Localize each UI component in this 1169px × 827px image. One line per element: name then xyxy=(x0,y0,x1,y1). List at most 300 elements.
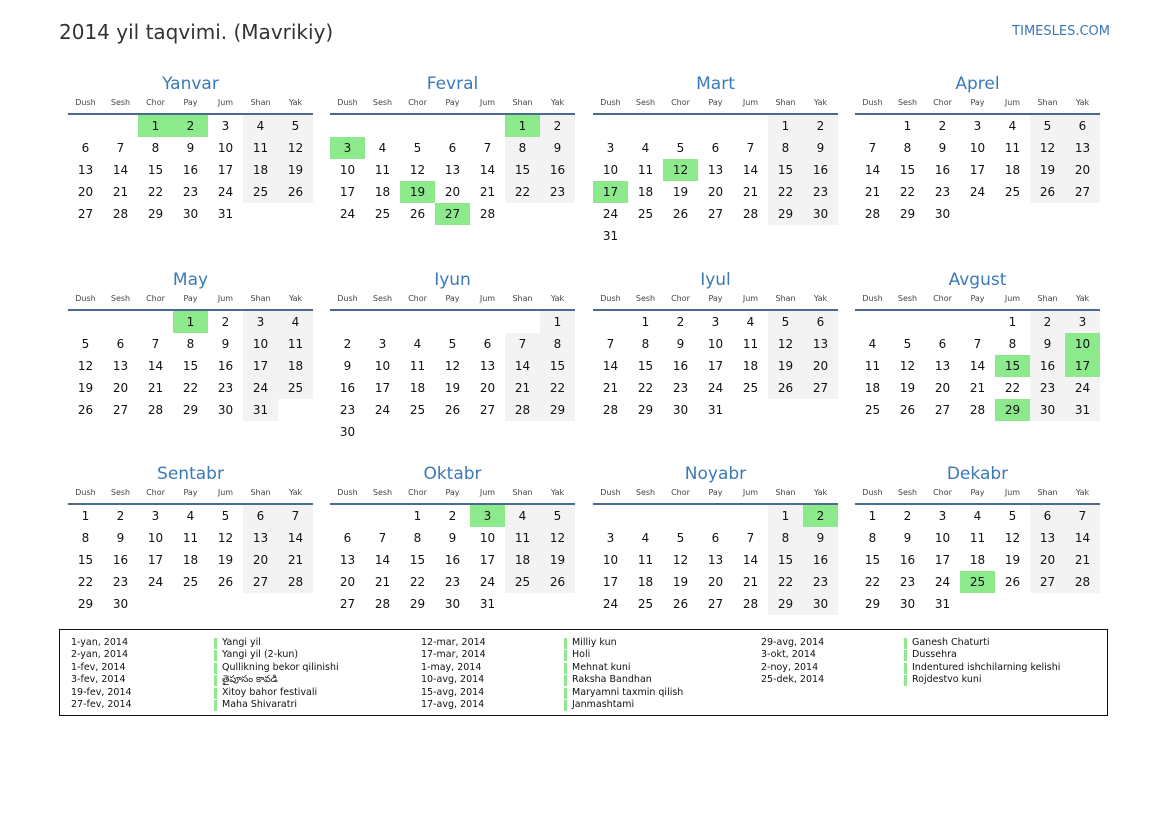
day-cell: 30 xyxy=(672,403,689,417)
day-cell: 23 xyxy=(112,575,129,589)
day-cell: 30 xyxy=(934,207,951,221)
day-cell: 23 xyxy=(339,403,356,417)
empty-cell xyxy=(400,311,435,333)
day-cell: 2 xyxy=(448,509,457,523)
day-cell: 22 xyxy=(1004,381,1021,395)
day-cell: 30 xyxy=(217,403,234,417)
month-aprel xyxy=(855,74,1100,225)
month-name: Fevral xyxy=(426,74,479,94)
weekday-label: Chor xyxy=(933,294,952,303)
day-cell: 12 xyxy=(409,163,426,177)
day-cell: 16 xyxy=(182,163,199,177)
weekday-label: Jum xyxy=(742,98,759,107)
day-cell: 10 xyxy=(147,531,164,545)
month-name: Iyun xyxy=(434,270,471,290)
holiday-date: 3-fev, 2014 xyxy=(71,674,126,686)
month-yanvar xyxy=(68,74,313,225)
empty-cell xyxy=(593,505,628,527)
day-cell: 13 xyxy=(444,163,461,177)
day-grid xyxy=(593,505,838,615)
day-cell: 29 xyxy=(182,403,199,417)
day-cell: 21 xyxy=(864,185,881,199)
empty-cell xyxy=(593,311,628,333)
day-cell: 14 xyxy=(742,163,759,177)
weekday-label: Sesh xyxy=(110,488,131,497)
holiday-day-cell: 12 xyxy=(663,159,698,181)
day-cell: 27 xyxy=(339,597,356,611)
day-cell: 18 xyxy=(278,355,313,377)
day-cell: 3 xyxy=(1065,311,1100,333)
day-cell: 11 xyxy=(1004,141,1021,155)
day-cell: 23 xyxy=(1030,377,1065,399)
day-cell: 17 xyxy=(374,381,391,395)
day-grid xyxy=(855,505,1100,615)
day-cell: 9 xyxy=(938,141,947,155)
weekday-header xyxy=(855,487,1100,503)
day-cell: 21 xyxy=(278,549,313,571)
month-sentabr xyxy=(68,464,313,615)
weekday-label: Chor xyxy=(408,294,427,303)
day-cell: 21 xyxy=(602,381,619,395)
day-cell: 9 xyxy=(540,137,575,159)
day-cell: 12 xyxy=(1004,531,1021,545)
day-cell: 27 xyxy=(934,403,951,417)
day-cell: 11 xyxy=(243,137,278,159)
day-cell: 9 xyxy=(221,337,230,351)
holiday-name: Yangi yil (2-kun) xyxy=(222,649,299,661)
day-cell: 23 xyxy=(803,181,838,203)
day-cell: 5 xyxy=(81,337,90,351)
weekday-label: Pay xyxy=(183,98,198,107)
day-cell: 28 xyxy=(112,207,129,221)
holiday-day-cell: 27 xyxy=(435,203,470,225)
day-cell: 9 xyxy=(1030,333,1065,355)
month-name: May xyxy=(172,270,209,290)
day-cell: 26 xyxy=(899,403,916,417)
holiday-name: Rojdestvo kuni xyxy=(912,674,982,686)
day-cell: 28 xyxy=(1065,571,1100,593)
weekday-label: Chor xyxy=(408,98,427,107)
holiday-marker xyxy=(904,675,907,686)
weekday-label: Shan xyxy=(775,98,796,107)
weekday-label: Jum xyxy=(1004,488,1021,497)
day-cell: 15 xyxy=(182,359,199,373)
day-cell: 17 xyxy=(243,355,278,377)
weekday-label: Yak xyxy=(1075,488,1090,497)
holiday-day-cell: 19 xyxy=(400,181,435,203)
day-cell: 8 xyxy=(151,141,160,155)
day-cell: 28 xyxy=(742,207,759,221)
day-cell: 7 xyxy=(278,505,313,527)
day-cell: 24 xyxy=(1065,377,1100,399)
weekday-label: Shan xyxy=(512,294,533,303)
weekday-label: Pay xyxy=(708,98,723,107)
holiday-marker xyxy=(564,675,567,686)
day-cell: 25 xyxy=(1004,185,1021,199)
month-name: Iyul xyxy=(700,270,731,290)
empty-cell xyxy=(855,115,890,137)
day-cell: 15 xyxy=(768,159,803,181)
weekday-label: Sesh xyxy=(372,294,393,303)
empty-cell xyxy=(103,311,138,333)
day-cell: 23 xyxy=(217,381,234,395)
day-cell: 7 xyxy=(505,333,540,355)
day-cell: 15 xyxy=(409,553,426,567)
day-cell: 18 xyxy=(969,553,986,567)
empty-cell xyxy=(698,505,733,527)
day-cell: 19 xyxy=(899,381,916,395)
day-cell: 10 xyxy=(339,163,356,177)
day-cell: 14 xyxy=(278,527,313,549)
day-cell: 27 xyxy=(1030,571,1065,593)
day-cell: 27 xyxy=(707,597,724,611)
day-cell: 20 xyxy=(934,381,951,395)
holiday-date: 29-avg, 2014 xyxy=(761,637,825,648)
day-cell: 5 xyxy=(676,141,685,155)
day-cell: 29 xyxy=(899,207,916,221)
day-cell: 10 xyxy=(217,141,234,155)
empty-cell xyxy=(400,115,435,137)
day-cell: 26 xyxy=(217,575,234,589)
day-cell: 4 xyxy=(505,505,540,527)
day-cell: 13 xyxy=(112,359,129,373)
holiday-day-cell: 3 xyxy=(330,137,365,159)
day-cell: 27 xyxy=(479,403,496,417)
day-cell: 15 xyxy=(147,163,164,177)
weekday-label: Shan xyxy=(250,294,271,303)
site-link[interactable]: TIMESLES.COM xyxy=(1012,24,1110,39)
day-cell: 10 xyxy=(969,141,986,155)
weekday-label: Jum xyxy=(479,488,496,497)
day-grid xyxy=(330,311,575,443)
day-cell: 11 xyxy=(864,359,881,373)
empty-cell xyxy=(855,311,890,333)
weekday-header xyxy=(593,487,838,503)
weekday-label: Jum xyxy=(479,98,496,107)
empty-cell xyxy=(470,115,505,137)
day-cell: 20 xyxy=(1030,549,1065,571)
day-cell: 26 xyxy=(1030,181,1065,203)
day-cell: 16 xyxy=(934,163,951,177)
day-cell: 22 xyxy=(147,185,164,199)
weekday-label: Yak xyxy=(813,294,828,303)
weekday-label: Jum xyxy=(1004,294,1021,303)
day-cell: 21 xyxy=(374,575,391,589)
empty-cell xyxy=(330,311,365,333)
day-cell: 26 xyxy=(278,181,313,203)
day-cell: 26 xyxy=(409,207,426,221)
day-cell: 5 xyxy=(1030,115,1065,137)
holiday-name: Milliy kun xyxy=(572,637,617,648)
weekday-label: Shan xyxy=(250,98,271,107)
month-name: Dekabr xyxy=(946,464,1009,484)
holiday-name: Maryamni taxmin qilish xyxy=(572,686,684,698)
day-cell: 19 xyxy=(768,355,803,377)
holiday-name: Qullikning bekor qilinishi xyxy=(222,661,339,673)
day-cell: 31 xyxy=(1065,399,1100,421)
weekday-header xyxy=(68,97,313,113)
day-cell: 17 xyxy=(707,359,724,373)
day-cell: 18 xyxy=(505,549,540,571)
holiday-name: Indentured ishchilarning kelishi xyxy=(912,661,1061,673)
day-cell: 5 xyxy=(221,509,230,523)
holiday-date: 1-yan, 2014 xyxy=(71,637,128,648)
day-cell: 6 xyxy=(1065,115,1100,137)
day-cell: 13 xyxy=(77,163,94,177)
day-cell: 23 xyxy=(803,571,838,593)
day-cell: 31 xyxy=(243,399,278,421)
month-mart xyxy=(593,74,838,247)
day-cell: 9 xyxy=(448,531,457,545)
holiday-marker xyxy=(214,650,217,661)
day-cell: 11 xyxy=(969,531,986,545)
holiday-marker xyxy=(564,650,567,661)
weekday-label: Pay xyxy=(183,294,198,303)
holiday-name: Holi xyxy=(572,649,591,661)
holiday-name: Xitoy bahor festivali xyxy=(222,686,318,698)
day-cell: 25 xyxy=(637,207,654,221)
day-cell: 24 xyxy=(339,207,356,221)
day-cell: 15 xyxy=(540,355,575,377)
holiday-day-cell: 10 xyxy=(1065,333,1100,355)
empty-cell xyxy=(435,115,470,137)
day-cell: 23 xyxy=(182,185,199,199)
weekday-label: Yak xyxy=(288,98,303,107)
day-cell: 4 xyxy=(1008,119,1017,133)
day-cell: 25 xyxy=(637,597,654,611)
day-cell: 14 xyxy=(147,359,164,373)
weekday-label: Chor xyxy=(146,294,165,303)
day-cell: 21 xyxy=(742,185,759,199)
holiday-name: Dussehra xyxy=(912,649,957,661)
day-cell: 23 xyxy=(899,575,916,589)
day-cell: 19 xyxy=(672,575,689,589)
day-cell: 12 xyxy=(444,359,461,373)
day-cell: 23 xyxy=(444,575,461,589)
holiday-name: తైపూసం కావడి xyxy=(222,674,278,686)
day-cell: 13 xyxy=(243,527,278,549)
day-cell: 22 xyxy=(182,381,199,395)
holiday-date: 1-fev, 2014 xyxy=(71,661,126,673)
page-title: 2014 yil taqvimi. (Mavrikiy) xyxy=(59,20,334,44)
holiday-day-cell: 1 xyxy=(173,311,208,333)
holiday-name: Janmashtami xyxy=(572,699,635,710)
holiday-day-cell: 17 xyxy=(593,181,628,203)
holiday-day-cell: 29 xyxy=(995,399,1030,421)
day-cell: 21 xyxy=(742,575,759,589)
day-cell: 6 xyxy=(343,531,352,545)
day-cell: 13 xyxy=(707,163,724,177)
weekday-label: Shan xyxy=(1037,294,1058,303)
day-cell: 4 xyxy=(641,531,650,545)
holiday-marker xyxy=(564,688,567,699)
holiday-date: 17-avg, 2014 xyxy=(421,699,485,710)
holiday-marker xyxy=(904,638,907,649)
day-grid xyxy=(330,505,575,615)
empty-cell xyxy=(505,311,540,333)
weekday-label: Chor xyxy=(671,488,690,497)
weekday-label: Dush xyxy=(75,294,96,303)
weekday-label: Chor xyxy=(408,488,427,497)
day-cell: 12 xyxy=(278,137,313,159)
day-cell: 19 xyxy=(672,185,689,199)
weekday-label: Shan xyxy=(1037,488,1058,497)
weekday-label: Dush xyxy=(862,294,883,303)
weekday-label: Sesh xyxy=(897,294,918,303)
day-cell: 23 xyxy=(934,185,951,199)
weekday-label: Yak xyxy=(1075,98,1090,107)
day-cell: 19 xyxy=(77,381,94,395)
day-cell: 25 xyxy=(182,575,199,589)
day-cell: 22 xyxy=(637,381,654,395)
day-cell: 27 xyxy=(77,207,94,221)
weekday-label: Shan xyxy=(250,488,271,497)
day-cell: 16 xyxy=(339,381,356,395)
day-cell: 5 xyxy=(1008,509,1017,523)
weekday-label: Chor xyxy=(671,98,690,107)
weekday-label: Dush xyxy=(600,294,621,303)
day-cell: 31 xyxy=(707,403,724,417)
day-cell: 26 xyxy=(768,377,803,399)
day-cell: 29 xyxy=(540,399,575,421)
weekday-label: Shan xyxy=(512,98,533,107)
weekday-label: Sesh xyxy=(897,98,918,107)
day-cell: 5 xyxy=(413,141,422,155)
day-cell: 22 xyxy=(77,575,94,589)
holiday-date: 2-noy, 2014 xyxy=(761,661,819,673)
day-cell: 27 xyxy=(707,207,724,221)
weekday-header xyxy=(330,97,575,113)
day-cell: 7 xyxy=(606,337,615,351)
holiday-day-cell: 25 xyxy=(960,571,995,593)
holiday-date: 1-may, 2014 xyxy=(421,661,482,673)
day-cell: 19 xyxy=(217,553,234,567)
holiday-day-cell: 1 xyxy=(505,115,540,137)
month-oktabr xyxy=(330,464,575,615)
day-grid xyxy=(855,115,1100,225)
day-cell: 4 xyxy=(868,337,877,351)
day-cell: 7 xyxy=(378,531,387,545)
day-cell: 16 xyxy=(217,359,234,373)
day-cell: 27 xyxy=(112,403,129,417)
month-may xyxy=(68,270,313,421)
day-cell: 26 xyxy=(540,571,575,593)
day-cell: 10 xyxy=(934,531,951,545)
day-cell: 20 xyxy=(803,355,838,377)
holiday-marker xyxy=(214,663,217,674)
day-cell: 28 xyxy=(602,403,619,417)
weekday-label: Pay xyxy=(708,294,723,303)
day-cell: 21 xyxy=(147,381,164,395)
weekday-label: Yak xyxy=(813,488,828,497)
day-cell: 14 xyxy=(374,553,391,567)
day-cell: 28 xyxy=(479,207,496,221)
day-cell: 20 xyxy=(444,185,461,199)
day-cell: 8 xyxy=(868,531,877,545)
day-grid xyxy=(68,311,313,421)
day-cell: 6 xyxy=(483,337,492,351)
empty-cell xyxy=(628,115,663,137)
day-cell: 8 xyxy=(903,141,912,155)
weekday-label: Pay xyxy=(445,294,460,303)
day-cell: 28 xyxy=(864,207,881,221)
holiday-date: 10-avg, 2014 xyxy=(421,674,485,686)
day-cell: 17 xyxy=(479,553,496,567)
weekday-label: Sesh xyxy=(635,294,656,303)
weekday-label: Pay xyxy=(970,294,985,303)
day-cell: 22 xyxy=(899,185,916,199)
day-cell: 25 xyxy=(409,403,426,417)
empty-cell xyxy=(365,505,400,527)
day-cell: 10 xyxy=(374,359,391,373)
weekday-label: Yak xyxy=(550,98,565,107)
day-cell: 11 xyxy=(374,163,391,177)
day-cell: 11 xyxy=(742,337,759,351)
weekday-label: Pay xyxy=(445,488,460,497)
day-cell: 1 xyxy=(641,315,650,329)
day-cell: 18 xyxy=(182,553,199,567)
weekday-label: Chor xyxy=(146,98,165,107)
month-dekabr xyxy=(855,464,1100,615)
day-cell: 11 xyxy=(182,531,199,545)
day-cell: 22 xyxy=(540,377,575,399)
weekday-label: Jum xyxy=(217,488,234,497)
weekday-label: Chor xyxy=(671,294,690,303)
day-cell: 13 xyxy=(1030,527,1065,549)
weekday-label: Jum xyxy=(479,294,496,303)
day-cell: 19 xyxy=(1004,553,1021,567)
empty-cell xyxy=(330,115,365,137)
day-cell: 2 xyxy=(803,115,838,137)
weekday-header xyxy=(593,97,838,113)
day-cell: 12 xyxy=(1030,137,1065,159)
day-cell: 5 xyxy=(903,337,912,351)
day-cell: 18 xyxy=(864,381,881,395)
empty-cell xyxy=(103,115,138,137)
day-cell: 25 xyxy=(278,377,313,399)
day-cell: 30 xyxy=(444,597,461,611)
day-cell: 22 xyxy=(768,181,803,203)
day-grid xyxy=(855,311,1100,421)
day-cell: 21 xyxy=(479,185,496,199)
day-cell: 24 xyxy=(479,575,496,589)
holiday-name: Maha Shivaratri xyxy=(222,699,298,710)
day-cell: 30 xyxy=(339,425,356,439)
weekday-label: Sesh xyxy=(897,488,918,497)
day-cell: 25 xyxy=(243,181,278,203)
day-cell: 1 xyxy=(81,509,90,523)
weekday-label: Pay xyxy=(970,488,985,497)
weekday-label: Dush xyxy=(75,98,96,107)
day-cell: 29 xyxy=(864,597,881,611)
day-grid xyxy=(68,115,313,225)
day-cell: 1 xyxy=(413,509,422,523)
day-cell: 31 xyxy=(479,597,496,611)
day-cell: 9 xyxy=(676,337,685,351)
day-cell: 2 xyxy=(903,509,912,523)
day-cell: 28 xyxy=(278,571,313,593)
day-cell: 22 xyxy=(409,575,426,589)
month-name: Sentabr xyxy=(157,464,224,484)
day-cell: 17 xyxy=(217,163,234,177)
holiday-marker xyxy=(214,638,217,649)
empty-cell xyxy=(435,311,470,333)
day-cell: 29 xyxy=(409,597,426,611)
day-cell: 18 xyxy=(374,185,391,199)
holiday-marker xyxy=(904,650,907,661)
day-cell: 4 xyxy=(973,509,982,523)
day-cell: 27 xyxy=(803,377,838,399)
